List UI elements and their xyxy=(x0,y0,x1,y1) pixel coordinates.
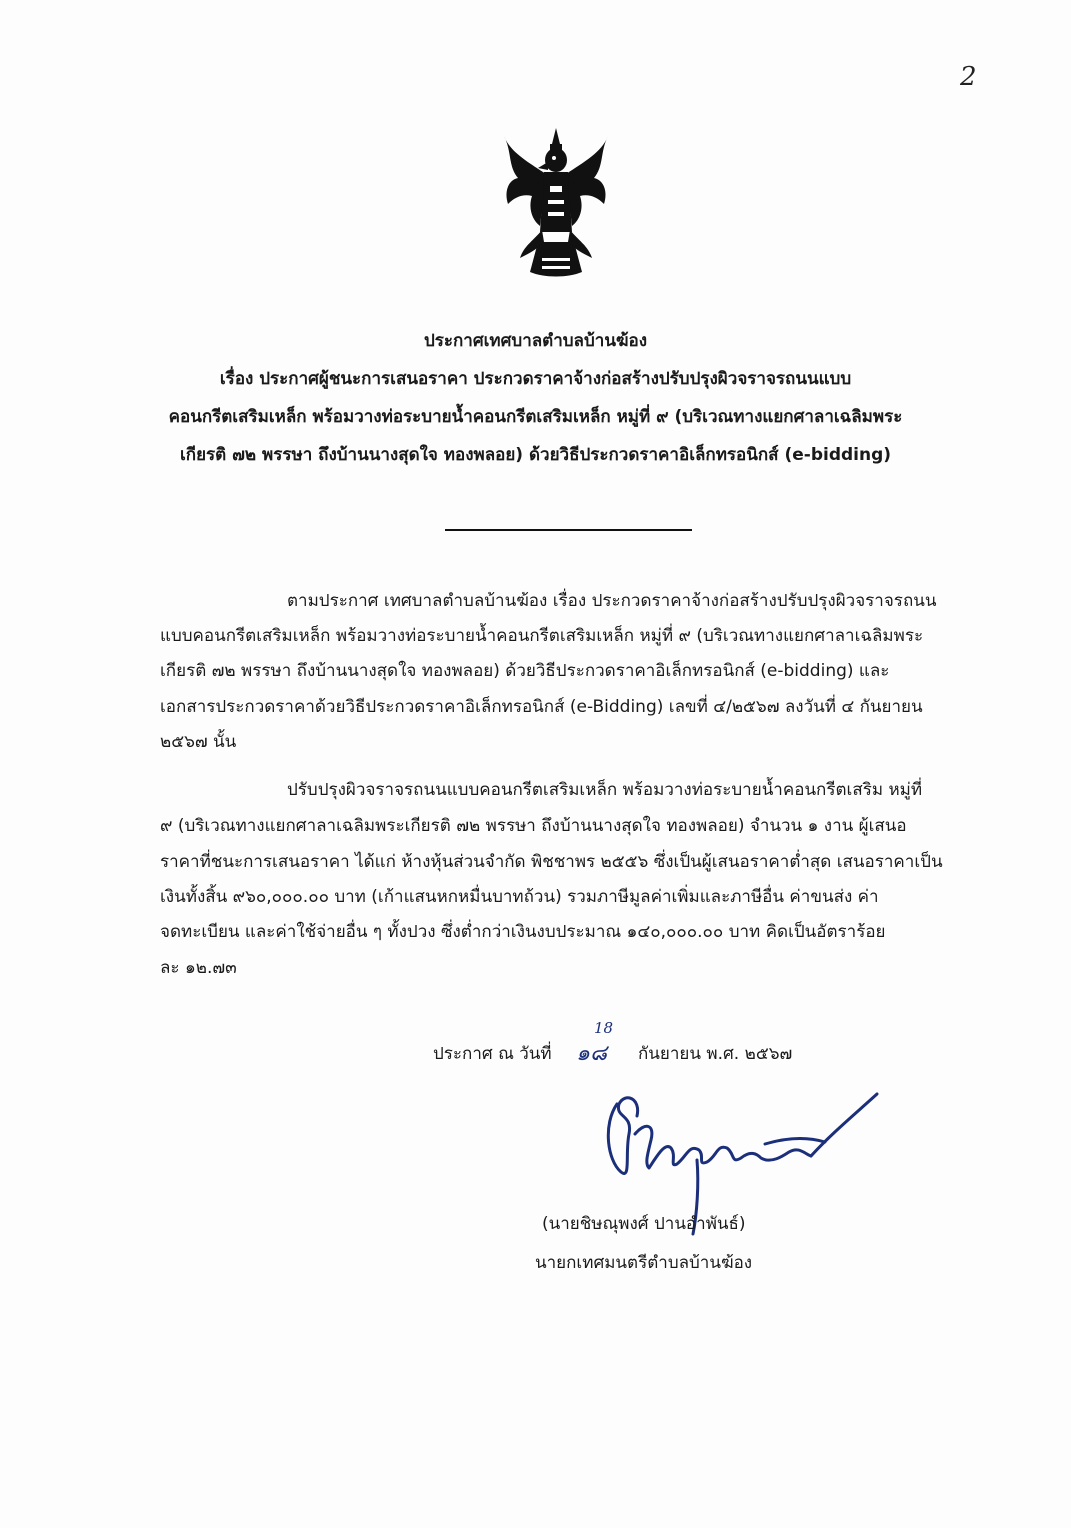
paragraph1-line4: เอกสารประกวดราคาด้วยวิธีประกวดราคาอิเล็กทรอนิกส์ (e-Bidding) เลขที่ ๔/๒๕๖๗ ลงวันที่ ๔ กันยายน xyxy=(160,697,923,717)
header-subject-line-1: เรื่อง ประกาศผู้ชนะการเสนอราคา ประกวดราคาจ้างก่อสร้างปรับปรุงผิวจราจรถนนแบบ xyxy=(219,369,852,389)
signatory-name: (นายชิษณุพงศ์ ปานอำพันธ์) xyxy=(542,1214,746,1234)
paragraph2-line4: เงินทั้งสิ้น ๙๖๐,๐๐๐.๐๐ บาท (เก้าแสนหกหมื่นบาทถ้วน) รวมภาษีมูลค่าเพิ่มและภาษีอื่น ค่าขนส่ง ค่า xyxy=(160,887,879,907)
header-title: ประกาศเทศบาลตำบลบ้านฆ้อง xyxy=(423,331,648,351)
paragraph2-line1: ปรับปรุงผิวจราจรถนนแบบคอนกรีตเสริมเหล็ก พร้อมวางท่อระบายน้ำคอนกรีตเสริม หมู่ที่ xyxy=(287,780,923,800)
paragraph2-line2: ๙ (บริเวณทางแยกศาลาเฉลิมพระเกียรติ ๗๒ พรรษา ถึงบ้านนางสุดใจ ทองพลอย) จำนวน ๑ งาน ผู้เสนอ xyxy=(160,816,907,836)
announcement-suffix: กันยายน พ.ศ. ๒๕๖๗ xyxy=(638,1044,793,1064)
paragraph1-line2: แบบคอนกรีตเสริมเหล็ก พร้อมวางท่อระบายน้ำคอนกรีตเสริมเหล็ก หมู่ที่ ๙ (บริเวณทางแยกศาลาเฉลิมพระ xyxy=(160,626,924,646)
paragraph1-line5: ๒๕๖๗ นั้น xyxy=(160,732,237,752)
announcement-prefix: ประกาศ ณ วันที่ xyxy=(433,1044,552,1064)
header-divider xyxy=(445,529,692,531)
signatory-title: นายกเทศมนตรีตำบลบ้านฆ้อง xyxy=(535,1253,753,1273)
paragraph1-line3: เกียรติ ๗๒ พรรษา ถึงบ้านนางสุดใจ ทองพลอย) ด้วยวิธีประกวดราคาอิเล็กทรอนิกส์ (e-bidding) และ xyxy=(160,661,890,681)
paragraph2-line3: ราคาที่ชนะการเสนอราคา ได้แก่ ห้างหุ้นส่วนจำกัด พิชชาพร ๒๕๕๖ ซึ่งเป็นผู้เสนอราคาต่ำสุด เสนอราคาเป็น xyxy=(160,852,943,872)
handwritten-day-arabic: 18 xyxy=(594,1019,614,1037)
paragraph1-line1: ตามประกาศ เทศบาลตำบลบ้านฆ้อง เรื่อง ประกวดราคาจ้างก่อสร้างปรับปรุงผิวจราจรถนน xyxy=(287,591,937,611)
header-subject-line-3: เกียรติ ๗๒ พรรษา ถึงบ้านนางสุดใจ ทองพลอย) ด้วยวิธีประกวดราคาอิเล็กทรอนิกส์ (e-bidding) xyxy=(179,445,892,465)
paragraph2-line6: ละ ๑๒.๗๓ xyxy=(160,958,237,978)
paragraph2-line5: จดทะเบียน และค่าใช้จ่ายอื่น ๆ ทั้งปวง ซึ่งต่ำกว่าเงินงบประมาณ ๑๔๐,๐๐๐.๐๐ บาท คิดเป็นอัตราร้อย xyxy=(160,922,886,942)
announcement-header xyxy=(60,322,1011,474)
page-number: 2 xyxy=(960,62,977,92)
handwritten-day: ๑๘ xyxy=(576,1041,607,1066)
header-subject-line-2: คอนกรีตเสริมเหล็ก พร้อมวางท่อระบายน้ำคอนกรีตเสริมเหล็ก หมู่ที่ ๙ (บริเวณทางแยกศาลาเฉลิมพระ xyxy=(168,407,903,427)
garuda-emblem-icon xyxy=(498,122,614,284)
